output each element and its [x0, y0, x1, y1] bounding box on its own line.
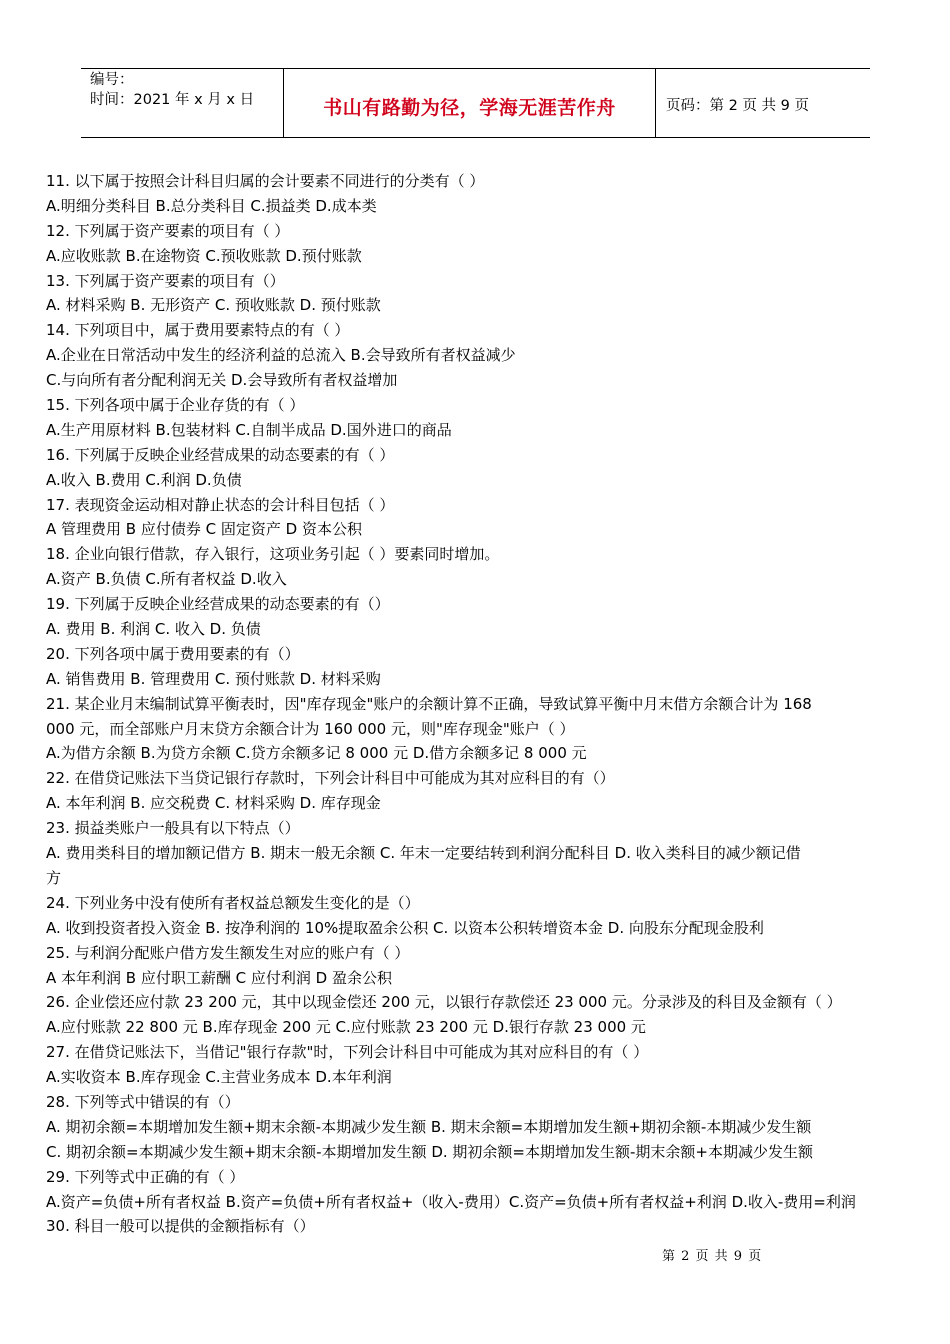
- text-line: A.应付账款 22 800 元 B.库存现金 200 元 C.应付账款 23 200 元 D.银行存款 23 000 元: [46, 1018, 646, 1037]
- text-line: A. 期初余额=本期增加发生额+期末余额-本期减少发生额 B. 期末余额=本期增加发生额+期初余额-本期减少发生额: [46, 1117, 812, 1136]
- page-header: [81, 68, 870, 138]
- text-line: A.资产 B.负债 C.所有者权益 D.收入: [46, 570, 287, 589]
- text-line: C. 期初余额=本期减少发生额+期末余额-本期增加发生额 D. 期初余额=本期增加发生额-期末余额+本期减少发生额: [46, 1142, 813, 1161]
- text-line: A.为借方余额 B.为贷方余额 C.贷方余额多记 8 000 元 D.借方余额多记 8 000 元: [46, 744, 587, 763]
- text-line: A.应收账款 B.在途物资 C.预收账款 D.预付账款: [46, 246, 362, 265]
- text-line: A.生产用原材料 B.包装材料 C.自制半成品 D.国外进口的商品: [46, 420, 452, 439]
- text-line: 11. 以下属于按照会计科目归属的会计要素不同进行的分类有（ ）: [46, 172, 485, 190]
- text-line: 16. 下列属于反映企业经营成果的动态要素的有（ ）: [46, 445, 395, 464]
- text-line: A.资产=负债+所有者权益 B.资产=负债+所有者权益+（收入-费用）C.资产=负债+所有者权益+利润 D.收入-费用=利润: [46, 1192, 856, 1211]
- header-motto-cell: [284, 69, 656, 137]
- text-line: 23. 损益类账户一般具有以下特点（）: [46, 819, 300, 838]
- text-line: A.实收资本 B.库存现金 C.主营业务成本 D.本年利润: [46, 1068, 392, 1087]
- text-line: 17. 表现资金运动相对静止状态的会计科目包括（ ）: [46, 495, 395, 514]
- document-date-label: 时间：2021 年 x 月 x 日: [90, 92, 255, 108]
- header-page-info: 页码：第 2 页 共 9 页: [666, 98, 809, 114]
- header-meta-cell: [81, 69, 284, 137]
- text-line: 13. 下列属于资产要素的项目有（）: [46, 271, 285, 290]
- text-line: C.与向所有者分配利润无关 D.会导致所有者权益增加: [46, 371, 398, 390]
- text-line: 20. 下列各项中属于费用要素的有（）: [46, 644, 300, 663]
- text-line: A. 费用 B. 利润 C. 收入 D. 负债: [46, 620, 261, 639]
- text-line: 25. 与利润分配账户借方发生额发生对应的账户有（ ）: [46, 943, 410, 962]
- header-page-cell: [656, 69, 870, 137]
- text-line: 28. 下列等式中错误的有（）: [46, 1092, 240, 1111]
- text-line: A 本年利润 B 应付职工薪酬 C 应付利润 D 盈余公积: [46, 968, 392, 987]
- text-line: 14. 下列项目中，属于费用要素特点的有（ ）: [46, 321, 350, 340]
- text-line: 15. 下列各项中属于企业存货的有（ ）: [46, 396, 305, 415]
- text-line: A. 收到投资者投入资金 B. 按净利润的 10%提取盈余公积 C. 以资本公积转增资本金 D. 向股东分配现金股利: [46, 918, 764, 937]
- text-line: A.企业在日常活动中发生的经济利益的总流入 B.会导致所有者权益减少: [46, 346, 516, 365]
- text-line: 方: [46, 868, 62, 887]
- header-motto: 书山有路勤为径，学海无涯苦作舟: [323, 97, 616, 119]
- text-line: A. 本年利润 B. 应交税费 C. 材料采购 D. 库存现金: [46, 794, 381, 813]
- page-footer: 第 2 页 共 9 页: [662, 1249, 763, 1264]
- text-line: A. 费用类科目的增加额记借方 B. 期末一般无余额 C. 年末一定要结转到利润分配科目 D. 收入类科目的减少额记借: [46, 844, 801, 863]
- text-line: 27. 在借贷记账法下，当借记"银行存款"时，下列会计科目中可能成为其对应科目的有（ ）: [46, 1043, 649, 1062]
- text-line: 24. 下列业务中没有使所有者权益总额发生变化的是（）: [46, 893, 420, 912]
- text-line: 19. 下列属于反映企业经营成果的动态要素的有（）: [46, 595, 390, 614]
- text-line: A 管理费用 B 应付债券 C 固定资产 D 资本公积: [46, 520, 362, 539]
- text-line: 29. 下列等式中正确的有（ ）: [46, 1167, 245, 1186]
- question-list: [46, 169, 908, 1239]
- text-line: 22. 在借贷记账法下当贷记银行存款时，下列会计科目中可能成为其对应科目的有（）: [46, 769, 615, 788]
- text-line: 12. 下列属于资产要素的项目有（ ）: [46, 221, 290, 240]
- text-line: A.明细分类科目 B.总分类科目 C.损益类 D.成本类: [46, 196, 377, 215]
- text-line: A. 材料采购 B. 无形资产 C. 预收账款 D. 预付账款: [46, 296, 381, 315]
- text-line: 30. 科目一般可以提供的金额指标有（）: [46, 1217, 315, 1236]
- text-line: A. 销售费用 B. 管理费用 C. 预付账款 D. 材料采购: [46, 669, 381, 688]
- text-line: 21. 某企业月末编制试算平衡表时，因"库存现金"账户的余额计算不正确，导致试算平衡中月末借方余额合计为 168: [46, 694, 812, 713]
- text-line: 26. 企业偿还应付款 23 200 元，其中以现金偿还 200 元，以银行存款偿还 23 000 元。分录涉及的科目及金额有（ ）: [46, 993, 842, 1012]
- text-line: 18. 企业向银行借款，存入银行，这项业务引起（ ）要素同时增加。: [46, 545, 500, 564]
- text-line: 000 元，而全部账户月末贷方余额合计为 160 000 元，则"库存现金"账户（ ）: [46, 719, 575, 738]
- document-number-label: 编号：: [90, 72, 134, 88]
- text-line: A.收入 B.费用 C.利润 D.负债: [46, 470, 242, 489]
